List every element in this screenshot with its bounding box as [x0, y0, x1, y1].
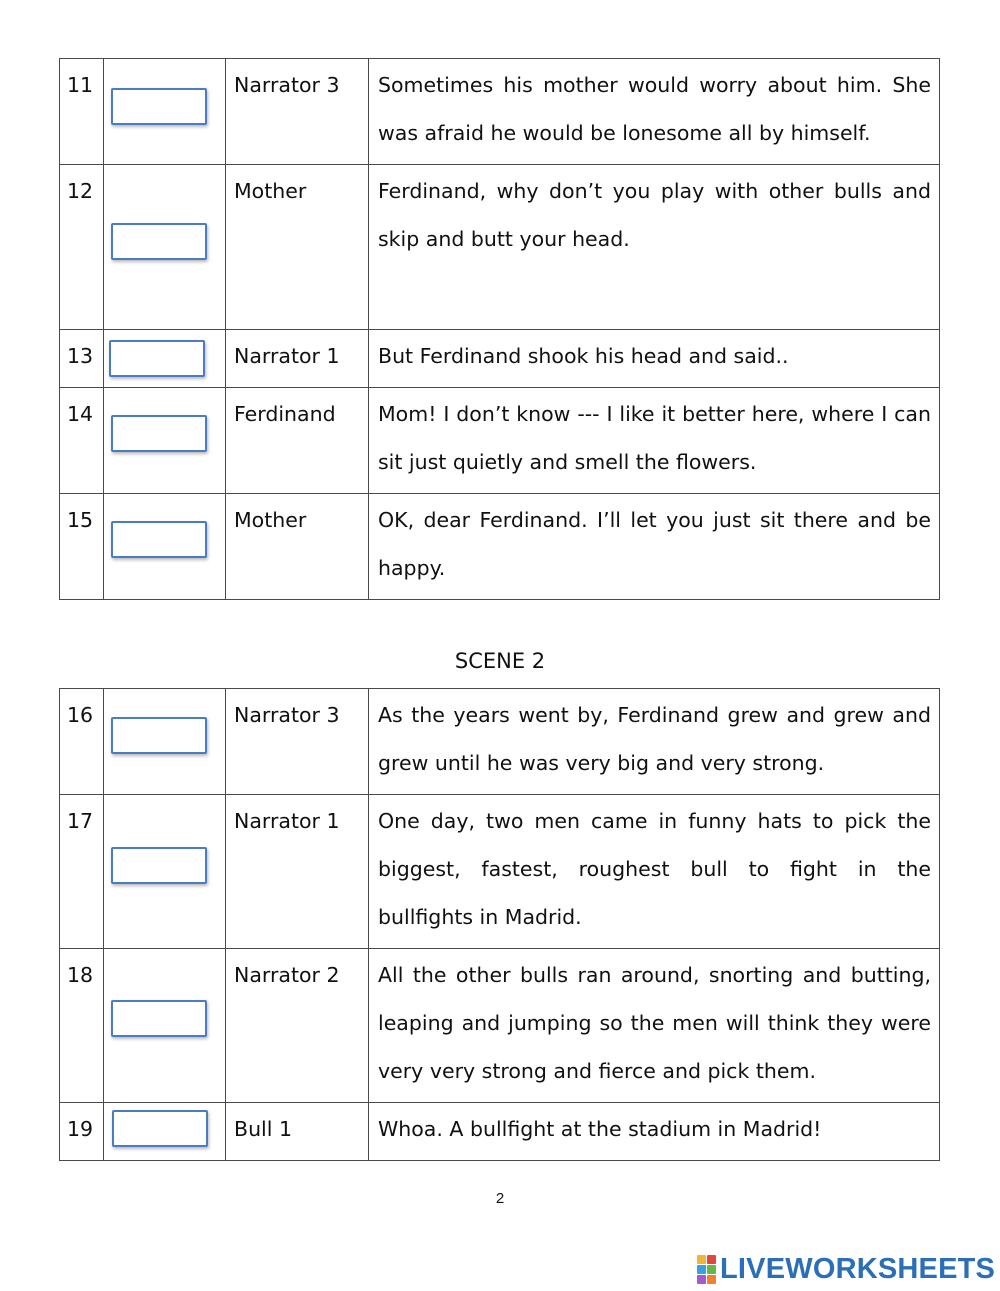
dialogue-line: But Ferdinand shook his head and said.. — [369, 330, 940, 388]
table-row — [60, 1103, 940, 1161]
answer-box[interactable] — [111, 717, 207, 754]
dialogue-line: As the years went by, Ferdinand grew and grew and grew until he was very big and very strong. — [369, 689, 940, 795]
dialogue-line: Whoa. A bullfight at the stadium in Madrid! — [369, 1103, 940, 1161]
logo-tile — [697, 1275, 706, 1284]
logo-tiles-icon — [697, 1255, 716, 1284]
row-number: 16 — [60, 689, 104, 795]
role-name: Narrator 1 — [226, 330, 369, 388]
scene-2-table — [59, 688, 940, 1161]
table-row — [60, 494, 940, 600]
logo-text: LIVEWORKSHEETS — [720, 1253, 996, 1285]
role-name: Narrator 3 — [226, 689, 369, 795]
row-number: 18 — [60, 949, 104, 1103]
dialogue-line: One day, two men came in funny hats to pick the biggest, fastest, roughest bull to fight in the bullfights in Madrid. — [369, 795, 940, 949]
row-number: 14 — [60, 388, 104, 494]
role-name: Narrator 3 — [226, 59, 369, 165]
answer-box[interactable] — [111, 223, 207, 260]
logo-tile — [697, 1265, 706, 1274]
role-name: Bull 1 — [226, 1103, 369, 1161]
table-row — [60, 330, 940, 388]
table-row — [60, 388, 940, 494]
dialogue-line: Mom! I don’t know --- I like it better here, where I can sit just quietly and smell the flowers. — [369, 388, 940, 494]
answer-box[interactable] — [111, 1000, 207, 1037]
role-name: Ferdinand — [226, 388, 369, 494]
logo-tile — [707, 1255, 716, 1264]
answer-box[interactable] — [111, 88, 207, 125]
row-number: 12 — [60, 165, 104, 330]
table-row — [60, 165, 940, 330]
scene-1-table — [59, 58, 940, 600]
dialogue-line: Sometimes his mother would worry about him. She was afraid he would be lonesome all by himself. — [369, 59, 940, 165]
answer-box[interactable] — [109, 340, 205, 377]
row-number: 11 — [60, 59, 104, 165]
role-name: Narrator 1 — [226, 795, 369, 949]
dialogue-line: Ferdinand, why don’t you play with other bulls and skip and butt your head. — [369, 165, 940, 330]
liveworksheets-logo — [697, 1253, 995, 1285]
answer-box[interactable] — [111, 521, 207, 558]
role-name: Mother — [226, 165, 369, 330]
role-name: Mother — [226, 494, 369, 600]
table-row — [60, 59, 940, 165]
table-row — [60, 795, 940, 949]
table-row — [60, 949, 940, 1103]
page-number: 2 — [495, 1190, 505, 1207]
logo-tile — [707, 1275, 716, 1284]
role-name: Narrator 2 — [226, 949, 369, 1103]
dialogue-line: All the other bulls ran around, snorting and butting, leaping and jumping so the men will think they were very very strong and fierce and pick them. — [369, 949, 940, 1103]
table-row — [60, 689, 940, 795]
scene-title: SCENE 2 — [454, 649, 546, 673]
answer-box[interactable] — [112, 1110, 208, 1147]
answer-box[interactable] — [111, 415, 207, 452]
row-number: 17 — [60, 795, 104, 949]
logo-tile — [697, 1255, 706, 1264]
dialogue-line: OK, dear Ferdinand. I’ll let you just sit there and be happy. — [369, 494, 940, 600]
answer-box[interactable] — [111, 847, 207, 884]
logo-tile — [707, 1265, 716, 1274]
row-number: 19 — [60, 1103, 104, 1161]
row-number: 15 — [60, 494, 104, 600]
row-number: 13 — [60, 330, 104, 388]
